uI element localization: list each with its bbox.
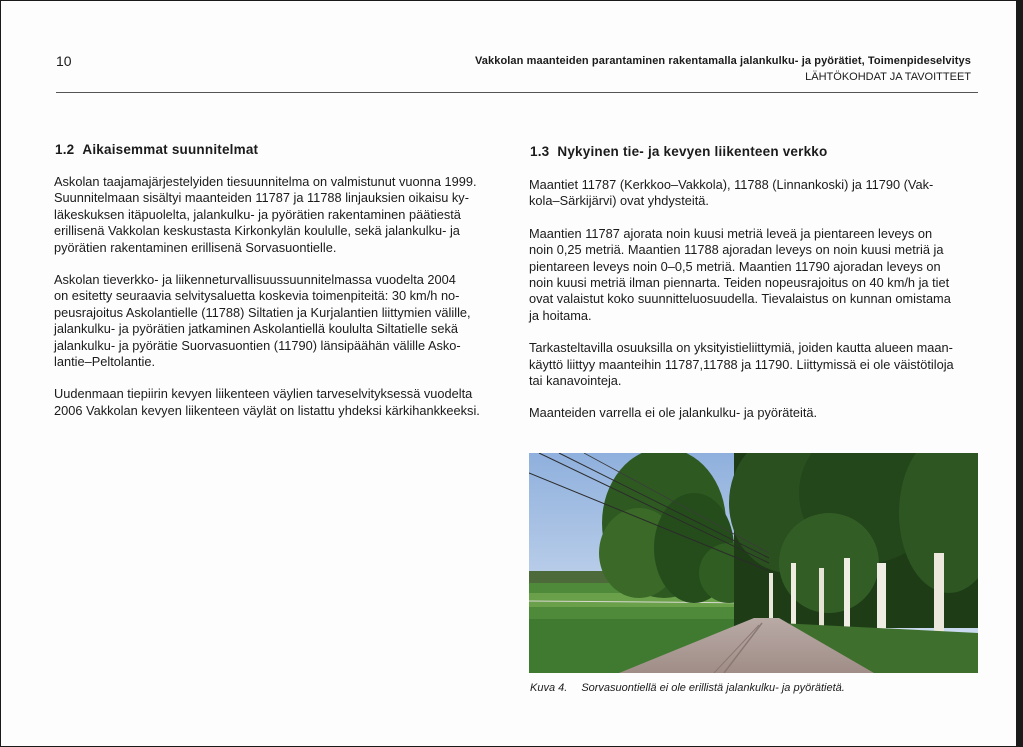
text-line: Askolan taajamajärjestelyiden tiesuunnitelma on valmistunut vuonna 1999. bbox=[54, 174, 477, 189]
document-page bbox=[1, 1, 1016, 746]
text-line: jalankulku- ja pyörätie Suorvasuontien (11790) länsipäähän välille Asko- bbox=[54, 337, 461, 353]
text-line: Uudenmaan tiepiirin kevyen liikenteen väylien tarveselvityksessä vuodelta bbox=[54, 386, 473, 402]
paragraph bbox=[529, 177, 980, 210]
paragraph bbox=[54, 272, 502, 370]
paragraph bbox=[54, 174, 502, 256]
section-heading-1-3 bbox=[530, 144, 827, 159]
text-line: 2006 Vakkolan kevyen liikenteen väylät on listattu yhdeksi kärkihankkeeksi. bbox=[54, 402, 480, 418]
text-line: on esitetty seuraavia selvitysaluetta koskevia toimenpiteitä: 30 km/h no- bbox=[54, 288, 460, 304]
figure-caption bbox=[530, 682, 845, 694]
paragraph bbox=[54, 386, 502, 419]
paragraph bbox=[529, 405, 980, 421]
section-number: 1.3 bbox=[530, 144, 550, 159]
text-line: Maanteiden varrella ei ole jalankulku- ja pyöräteitä. bbox=[529, 405, 818, 421]
text-line: Askolan tieverkko- ja liikenneturvallisuussuunnitelmassa vuodelta 2004 bbox=[54, 272, 456, 288]
text-line: jalankulku- ja pyörätien jatkaminen Askolantiellä koululta Siltatielle sekä bbox=[54, 321, 459, 337]
text-line: noin 0,25 metriä. Maantien 11788 ajoradan leveys on noin kuusi metriä ja bbox=[529, 242, 944, 258]
page-number: 10 bbox=[56, 53, 72, 69]
caption-text: Sorvasuontiellä ei ole erillistä jalankulku- ja pyörätietä. bbox=[581, 682, 845, 694]
text-line: käyttö liittyy maanteihin 11787,11788 ja 11790. Liittymissä ei ole väistötiloja bbox=[529, 356, 954, 372]
header-divider bbox=[56, 92, 978, 93]
text-line: peusrajoitus Askolantielle (11788) Siltatien ja Kurjalantien liittymien välille, bbox=[54, 304, 471, 320]
text-line: Maantiet 11787 (Kerkkoo–Vakkola), 11788 (Linnankoski) ja 11790 (Vak- bbox=[529, 177, 934, 192]
section-title: Nykyinen tie- ja kevyen liikenteen verkko bbox=[557, 144, 828, 159]
text-line: noin kuusi metriä ilman piennarta. Teiden nopeusrajoitus on 40 km/h ja tiet bbox=[529, 275, 950, 291]
text-line: Maantien 11787 ajorata noin kuusi metriä leveä ja pientareen leveys on bbox=[529, 225, 933, 241]
paragraph bbox=[529, 340, 980, 389]
right-column-text bbox=[529, 177, 980, 438]
text-line: Tarkasteltavilla osuuksilla on yksityistieliittymiä, joiden kautta alueen maan- bbox=[529, 340, 953, 356]
road-photo bbox=[529, 453, 978, 673]
text-line: ovat valaistut koko suunnitteluosuudella. Tievalaistus on kunnan omistama bbox=[529, 291, 951, 307]
paragraph bbox=[529, 226, 980, 324]
text-line: erillisenä Vakkolan keskustasta Kirkonkylän koululle, sekä jalankulku- ja bbox=[54, 223, 460, 239]
section-title: Aikaisemmat suunnitelmat bbox=[82, 142, 259, 157]
running-header bbox=[475, 53, 971, 85]
text-line: ja hoitama. bbox=[529, 307, 592, 323]
caption-label: Kuva 4. bbox=[530, 682, 568, 694]
header-title: Vakkolan maanteiden parantaminen rakentamalla jalankulku- ja pyörätiet, Toimenpideselvitys bbox=[474, 55, 971, 67]
text-line: pyörätien rakentaminen erillisenä Sorvasuontielle. bbox=[54, 239, 337, 255]
section-number: 1.2 bbox=[55, 142, 75, 157]
section-heading-1-2 bbox=[55, 142, 258, 157]
left-column-text bbox=[54, 174, 502, 435]
text-line: lantie–Peltolantie. bbox=[54, 354, 156, 370]
text-line: Suunnitelmaan sisältyi maanteiden 11787 ja 11788 linjauksien oikaisu ky- bbox=[54, 190, 469, 206]
text-line: kola–Särkijärvi) ovat yhdysteitä. bbox=[529, 193, 709, 209]
text-line: läkeskuksen itäpuolelta, jalankulku- ja pyörätien rakentaminen päätiestä bbox=[54, 206, 461, 222]
text-line: tai kanavointeja. bbox=[529, 373, 622, 389]
text-line: pientareen leveys noin 0–0,5 metriä. Maantien 11790 ajoradan leveys on bbox=[529, 258, 941, 274]
header-subtitle: LÄHTÖKOHDAT JA TAVOITTEET bbox=[805, 71, 971, 83]
